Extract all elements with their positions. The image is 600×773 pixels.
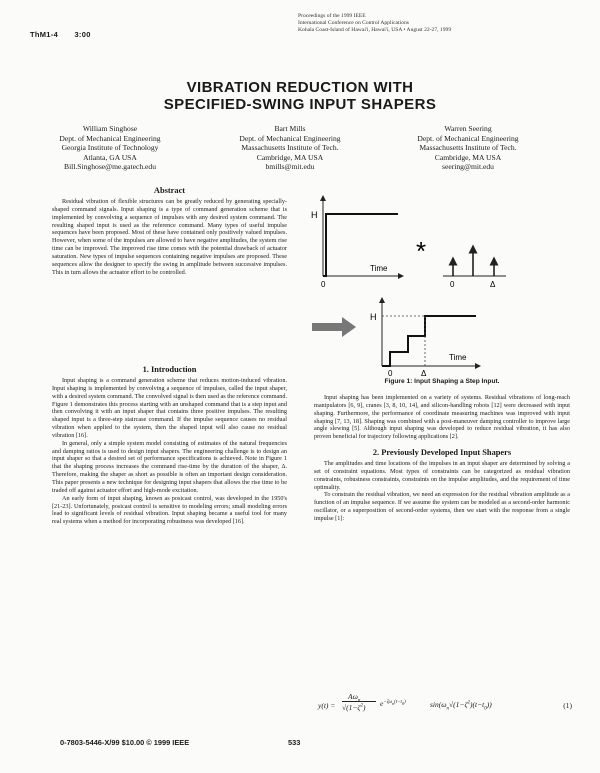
introduction-section — [52, 365, 287, 526]
label-delta: Δ — [490, 280, 496, 289]
author-name: William Singhose — [82, 124, 138, 133]
session-code: ThM1-4 — [30, 30, 59, 39]
label-zero: 0 — [388, 369, 393, 378]
author-email: seering@mit.edu — [442, 162, 494, 172]
right-paragraph: To constrain the residual vibration, we need an expression for the residual vibration amplitude as a function of an impulse sequence. If we assume the system can be modeled as a second-order harmonic oscillator, or a superposition of second-order systems, then we start with the response from a single impulse [1]: — [314, 491, 570, 522]
author-institution: Georgia Institute of Technology — [61, 143, 159, 153]
intro-paragraph: An early form of input shaping, known as posicast control, was developed in the 1950's [21-23]. Unfortunately, posicast control is sensitive to modeling errors; small modeling errors lead to significant levels of residual vibration. Input shaping became a useful tool for many real systems when a method for incorporating robustness was developed [16]. — [52, 494, 287, 526]
author-email: bmills@mit.edu — [265, 162, 315, 172]
abstract-heading: Abstract — [153, 186, 186, 195]
equation-1: y(t) = $A\omega_n$ $√(1-\zeta^2)$ $e^{-\zeta\omega_n(t-t_0)}$ $\sin(\omega_n√(1-\zeta^2)(t-t_0))$ (1) — [318, 692, 572, 712]
label-zero: 0 — [450, 280, 455, 289]
section-2-heading: 2. Previously Developed Input Shapers — [372, 448, 512, 458]
abstract-section — [52, 186, 287, 276]
author-dept: Dept. of Mechanical Engineering — [59, 133, 161, 143]
author-institution: Massachusetts Institute of Tech. — [419, 143, 517, 153]
impulse-sequence-plot — [443, 246, 506, 289]
intro-paragraph: In general, only a simple system model consisting of estimates of the natural frequencies and damping ratios is used to design input shapers. The engineering challenge is to design an input shaper so that a desired set of performance specifications is achieved. Note in Figure 1 that the shaping process increases the command rise-time by the duration of the shaper, Δ. Therefore, making the shaper as short as possible is often an important design consideration. This paper presents a new technique for designing input shapers that allows the rise time to be traded off against actuator effort and high-mode excitation. — [52, 439, 287, 494]
convolution-star: * — [416, 236, 427, 266]
proceedings-header — [298, 13, 568, 35]
right-paragraph: The amplitudes and time locations of the impulses in an input shaper are determined by solving a set of constraint equations. Most types of constraints can be categorized as residual vibration constraints, robustness constraints, constraints on the impulse amplitudes, and the requirement of time optimality. — [314, 460, 570, 491]
author-name: Bart Mills — [274, 124, 306, 133]
figure-1-caption: Figure 1: Input Shaping a Step Input. — [384, 378, 500, 385]
figure-1-diagram — [308, 194, 578, 380]
paper-title — [0, 79, 600, 113]
abstract-text: Residual vibration of flexible structures can be greatly reduced by generating specially-shaped command signals. Input shaping is a type of command generation scheme that is implemented by convolving a sequence of impulses with any desired system command. The resulting shaped input is used as the reference command. Many types of useful impulse sequences have been proposed. Most of these have contained only positively valued impulses. However, when some of the impulses are allowed to have negative amplitudes, the system rise time can be improved. The improved rise time comes with the potential drawback of actuator saturation. New types of impulse sequences containing negative impulses are proposed. These sequences allow the designer to specify the swing in amplitude between successive impulses. This in turn allows the actuator effort to be controlled. — [52, 198, 287, 276]
label-H: H — [370, 312, 377, 322]
author-block-singhose — [20, 124, 200, 172]
session-label — [30, 30, 91, 39]
label-delta: Δ — [421, 369, 427, 378]
proceedings-line: Proceedings of the 1999 IEEE — [298, 13, 366, 19]
introduction-heading: 1. Introduction — [142, 365, 197, 374]
author-name: Warren Seering — [444, 124, 492, 133]
right-paragraph: Input shaping has been implemented on a variety of systems. Residual vibrations of long-reach manipulators [6, 9], cranes [3, 8, 10, 14], and silicon-handling robots [12] were decreased with input shaping. Furthermore, the performance of coordinate measuring machines was improved with input shaping [7, 13, 18]. Shaping was combined with a post-maneuver damping controller to improve large angle slewing [5]. Although input shaping was developed to reduce residual vibration, it has also proven beneficial for trajectory following applications [2]. — [314, 394, 570, 441]
title-line: VIBRATION REDUCTION WITH — [186, 79, 414, 96]
author-city: Cambridge, MA USA — [434, 152, 502, 162]
author-dept: Dept. of Mechanical Engineering — [417, 133, 519, 143]
title-line: SPECIFIED-SWING INPUT SHAPERS — [163, 96, 437, 113]
author-block-seering — [378, 124, 558, 172]
intro-paragraph: Input shaping is a command generation scheme that reduces motion-induced vibration. Input shaping is implemented by convolving a sequence of impulses, called the input shaper, with a desired system command. The convolved signal is then used as the reference command. Figure 1 demonstrates this process starting with an unshaped command that is a step input and then convolving it with an input shaper that contains three positive impulses. The resulting shaped input is a three-step staircase command. If the impulse sequence causes no residual vibration when applied to the system, then the shaped input will also cause no residual vibration [16]. — [52, 377, 287, 439]
author-block-mills — [200, 124, 380, 172]
equation-number: (1) — [563, 701, 572, 710]
label-time: Time — [370, 264, 388, 273]
footer-isbn: 0-7803-5446-X/99 $10.00 © 1999 IEEE — [60, 738, 190, 747]
author-email: Bill.Singhose@me.gatech.edu — [64, 162, 156, 172]
right-column — [314, 394, 570, 523]
label-time: Time — [449, 353, 467, 362]
author-city: Atlanta, GA USA — [83, 152, 137, 162]
author-dept: Dept. of Mechanical Engineering — [239, 133, 341, 143]
label-zero: 0 — [321, 280, 326, 289]
proceedings-line: International Conference on Control Applications — [298, 20, 409, 27]
result-arrow — [312, 317, 356, 337]
proceedings-line: Kohala Coast-Island of Hawai'i, Hawai'i, USA • August 22-27, 1999 — [298, 27, 452, 34]
session-time: 3:00 — [74, 30, 91, 39]
shaped-input-plot — [370, 298, 480, 378]
page-number: 533 — [288, 738, 301, 747]
author-institution: Massachusetts Institute of Tech. — [241, 143, 339, 153]
step-input-plot — [311, 196, 403, 289]
label-H: H — [311, 210, 318, 220]
author-city: Cambridge, MA USA — [256, 152, 324, 162]
